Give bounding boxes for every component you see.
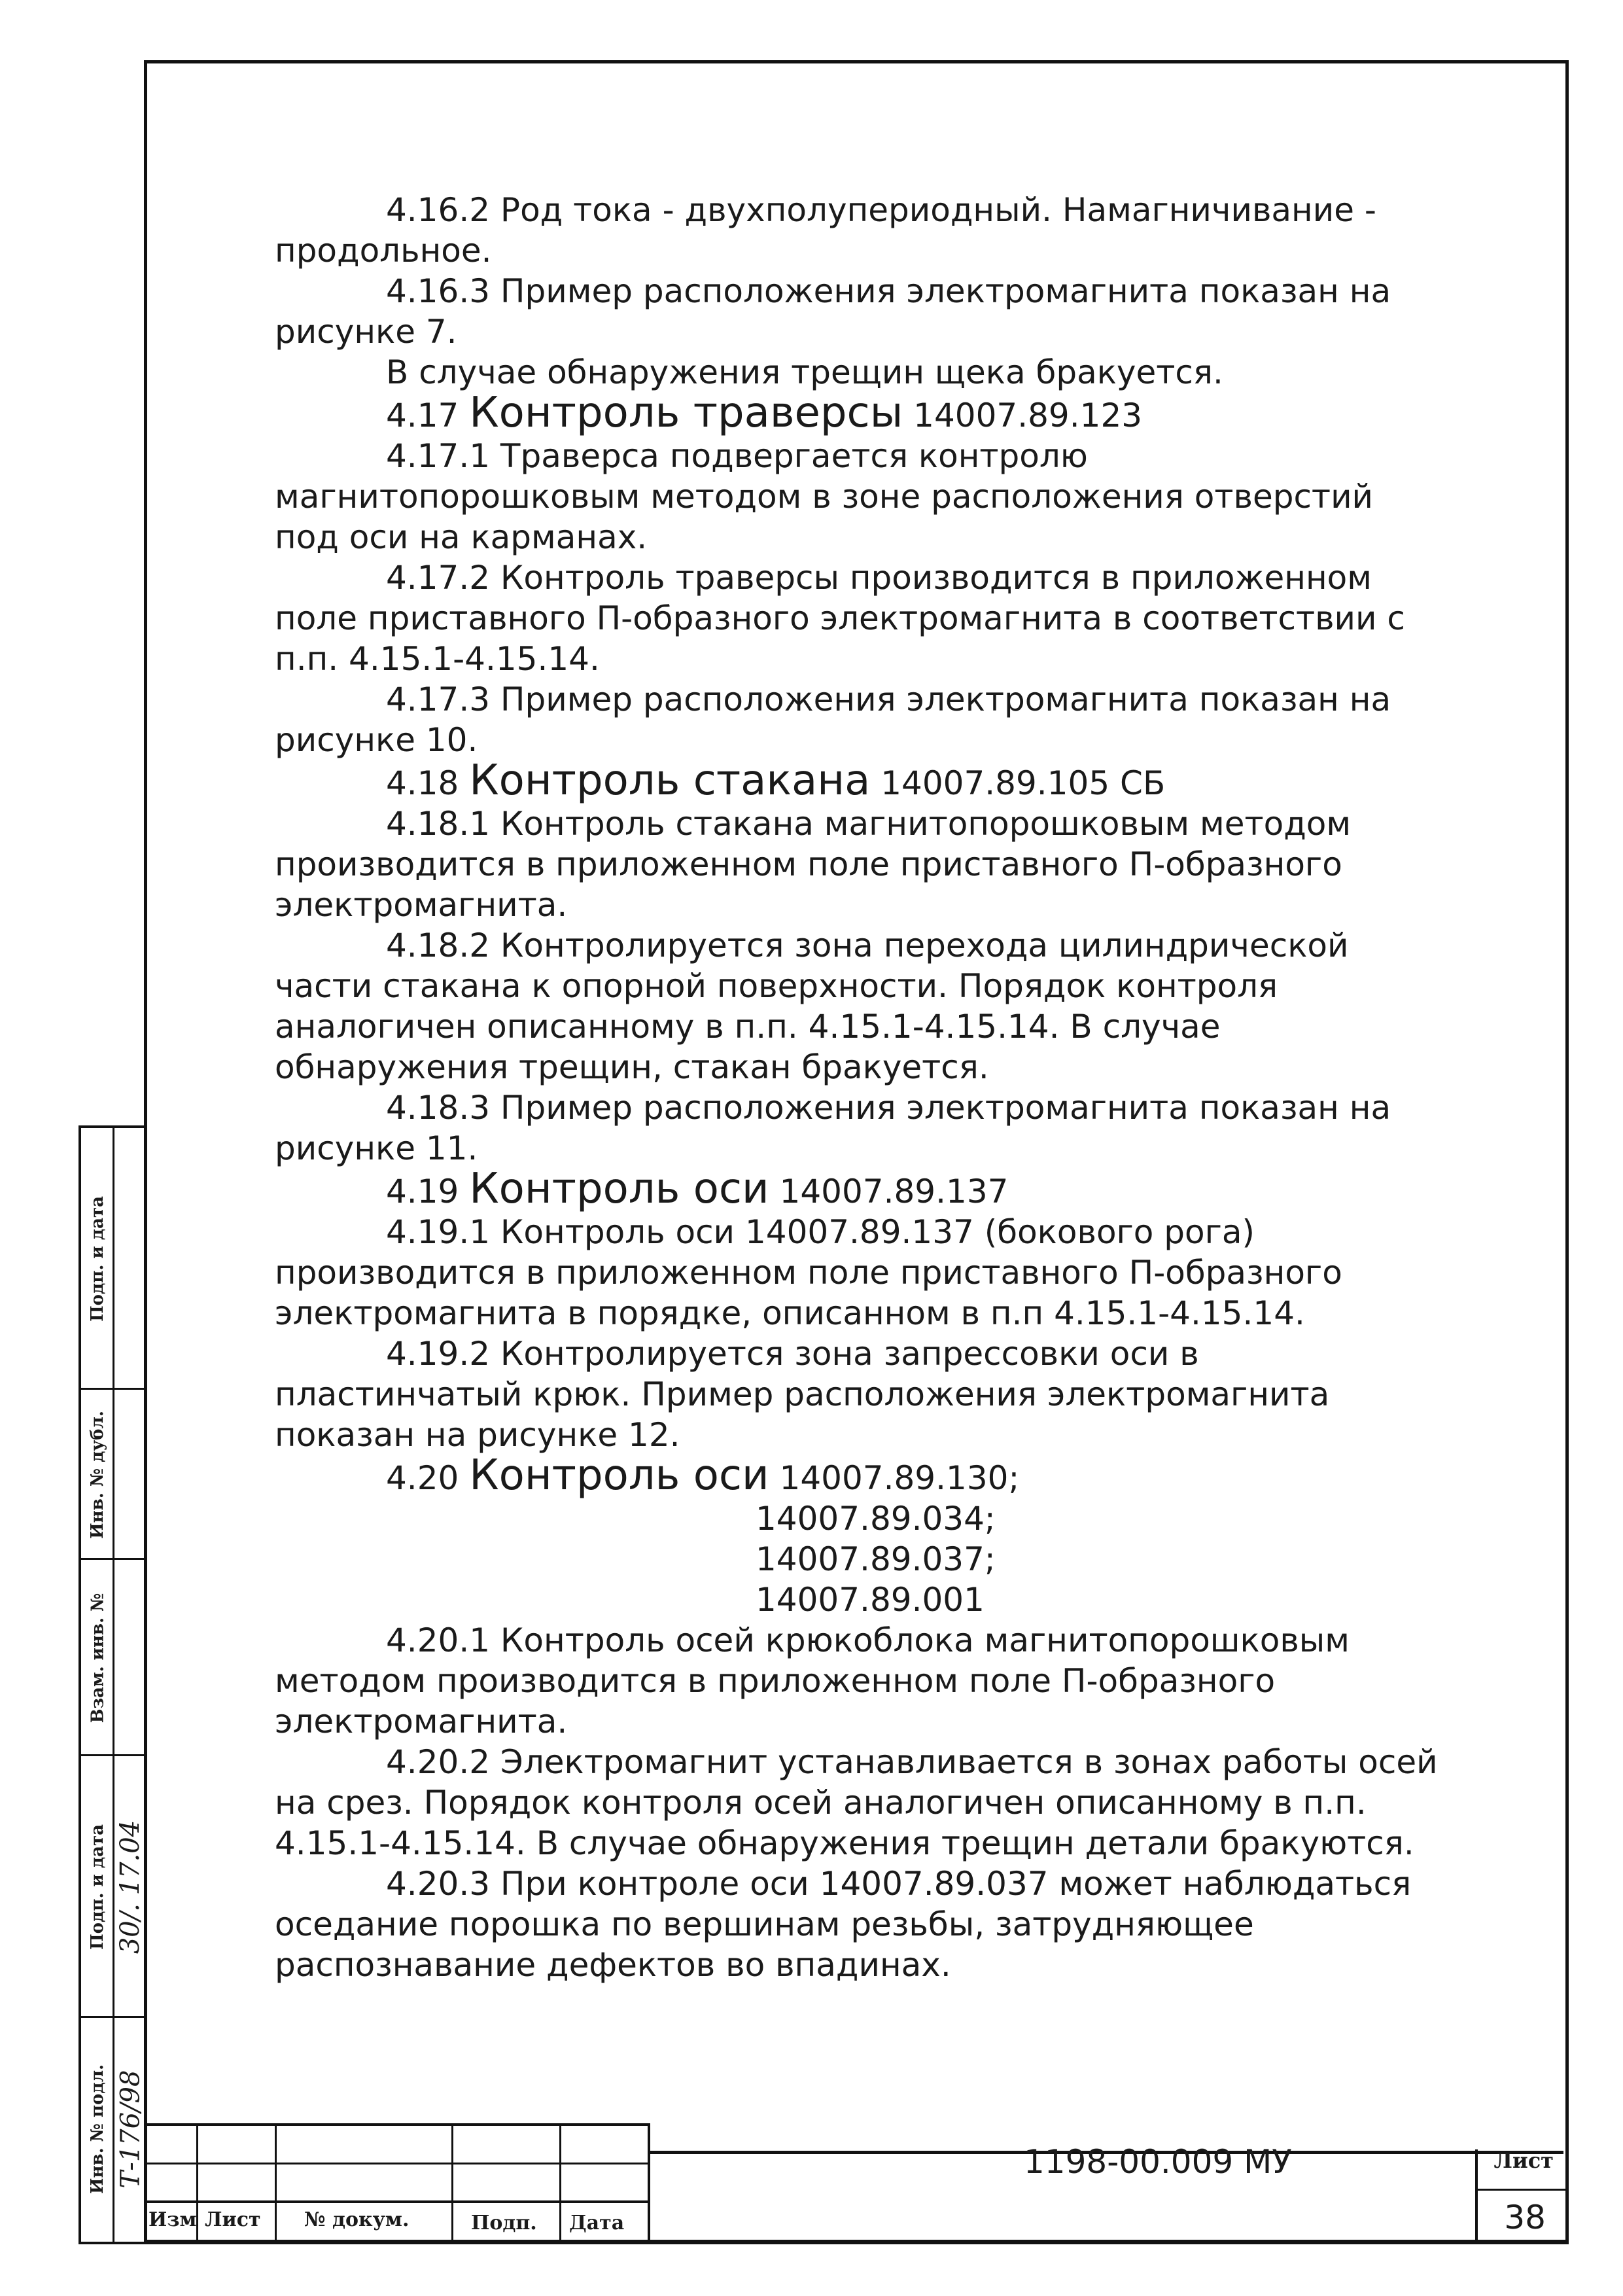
col-doc-no-label: № докум. [304,2208,410,2231]
document-body [275,190,1439,1985]
col-change-label: Изм [148,2208,197,2231]
paragraph-4-20-2: 4.20.2 Электромагнит устанавливается в зонах работы осей на срез. Порядок контроля осей аналогичен описанному в п.п. 4.15.1-4.15.14. В случае обнаружения трещин детали бракуются. [275,1743,1438,1862]
paragraph-4-17-1: 4.17.1 Траверса подвергается контролю магнитопорошковым методом в зоне расположения отверстий под оси на карманах. [275,437,1374,556]
heading-code: 14007.89.123 [913,397,1143,434]
col-sheet-label: Лист [205,2208,261,2231]
paragraph-4-17-2: 4.17.2 Контроль траверсы производится в приложенном поле приставного П-образного электромагнита в соответствии с п.п. 4.15.1-4.15.14. [275,559,1405,678]
heading-title: Контроль оси [469,1165,769,1213]
heading-code: 14007.89.137 [779,1173,1009,1210]
title-block [147,2123,1565,2241]
handwritten-date: 30/. 17.04 [115,1820,146,1954]
margin-strip [79,1125,144,2244]
sheet-label: Лист [1493,2148,1554,2173]
document-code: 1198-00.009 МУ [1024,2143,1292,2181]
heading-title: Контроль стакана [469,756,871,805]
heading-code: 14007.89.105 СБ [881,764,1166,802]
heading-number: 4.20 [386,1459,459,1497]
paragraph-4-18-2: 4.18.2 Контролируется зона перехода цилиндрической части стакана к опорной поверхности. Порядок контроля аналогичен описанному в п.п. 4.15.1-4.15.14. В случае обнаружения трещин, стакан бракуется. [275,927,1349,1086]
col-sign-label: Подп. [471,2212,537,2234]
heading-title: Контроль траверсы [469,389,903,437]
paragraph-4-20-3: 4.20.3 При контроле оси 14007.89.037 может наблюдаться оседание порошка по вершинам резьбы, затрудняющее распознавание дефектов во впадинах. [275,1865,1412,1984]
paragraph-4-16-3: 4.16.3 Пример расположения электромагнита показан на рисунке 7. [275,272,1391,351]
strip-label-dup-inv: Инв. № дубл. [88,1411,107,1539]
heading-number: 4.17 [386,397,459,434]
paragraph-crack-reject: В случае обнаружения трещин щека бракуется. [386,353,1223,391]
heading-4-18 [275,756,1439,805]
paragraph-4-19-2: 4.19.2 Контролируется зона запрессовки оси в пластинчатый крюк. Пример расположения электромагнита показан на рисунке 12. [275,1335,1330,1454]
heading-code: 14007.89.001 [756,1581,985,1619]
strip-label-sign-date-bottom: Подп. и дата [88,1824,108,1950]
heading-number: 4.19 [386,1173,459,1210]
heading-4-20 [275,1451,1439,1500]
paragraph-4-18-1: 4.18.1 Контроль стакана магнитопорошковым методом производится в приложенном поле приставного П-образного электромагнита. [275,805,1352,924]
strip-label-orig-inv: Инв. № подл. [88,2064,108,2195]
col-date-label: Дата [569,2212,625,2234]
paragraph-4-19-1: 4.19.1 Контроль оси 14007.89.137 (бокового рога) производится в приложенном поле приставного П-образного электромагнита в порядке, описанном в п.п 4.15.1-4.15.14. [275,1213,1342,1332]
strip-label-sign-date-top: Подп. и дата [88,1196,108,1322]
heading-code: 14007.89.037; [756,1540,996,1578]
heading-4-20-codes [756,1498,1439,1620]
heading-number: 4.18 [386,764,459,802]
strip-label-replace-inv: Взам. инв. № [88,1593,108,1723]
handwritten-inventory-number: Т-176/98 [115,2070,146,2189]
paragraph-4-20-1: 4.20.1 Контроль осей крюкоблока магнитопорошковым методом производится в приложенном поле П-образного электромагнита. [275,1621,1350,1740]
heading-code: 14007.89.034; [756,1500,996,1538]
heading-title: Контроль оси [469,1451,769,1500]
paragraph-4-17-3: 4.17.3 Пример расположения электромагнита показан на рисунке 10. [275,680,1391,759]
heading-4-19 [275,1165,1439,1213]
paragraph-4-16-2: 4.16.2 Род тока - двухполупериодный. Намагничивание - продольное. [275,191,1376,270]
heading-code: 14007.89.130; [779,1459,1020,1497]
sheet-number: 38 [1504,2199,1546,2236]
heading-4-17 [275,389,1439,437]
paragraph-4-18-3: 4.18.3 Пример расположения электромагнита показан на рисунке 11. [275,1089,1391,1167]
